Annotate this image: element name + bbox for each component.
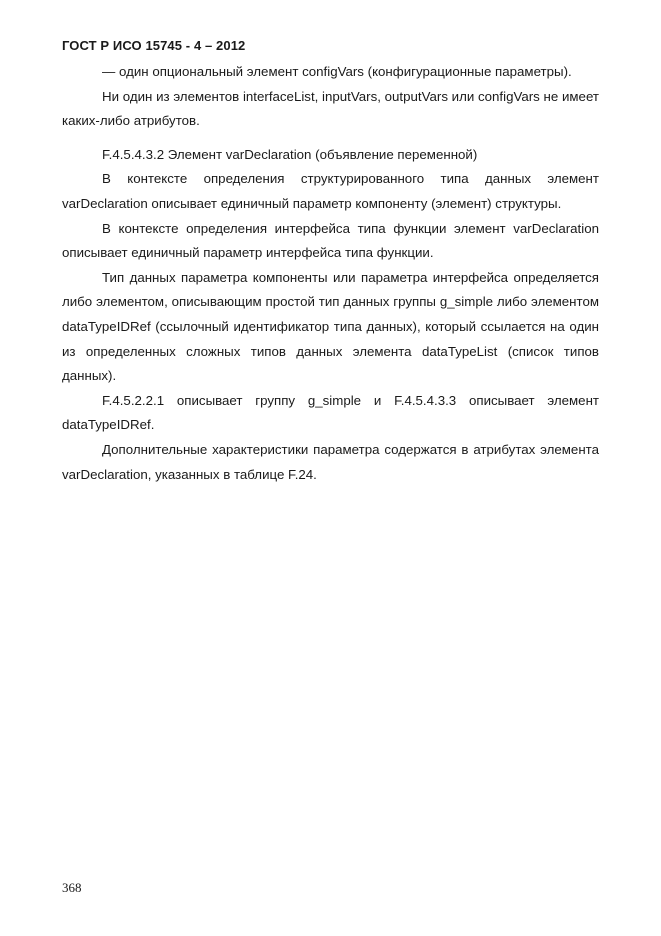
document-body bbox=[62, 60, 599, 487]
paragraph-config-vars: — один опциональный элемент configVars (конфигурационные параметры). bbox=[102, 64, 572, 79]
paragraph-group-reference: F.4.5.2.2.1 описывает группу g_simple и F.4.5.4.3.3 описывает элемент dataTypeIDRef. bbox=[62, 392, 599, 433]
paragraph-structured-type: В контексте определения структурированного типа данных элемент varDeclaration описывает единичный параметр компоненту (элемент) структуры. bbox=[62, 171, 599, 211]
paragraph-function-interface: В контексте определения интерфейса типа функции элемент varDeclaration описывает единичный параметр интерфейса типа функции. bbox=[62, 220, 599, 261]
section-heading: F.4.5.4.3.2 Элемент varDeclaration (объявление переменной) bbox=[102, 146, 478, 162]
paragraph-data-type: Тип данных параметра компоненты или параметра интерфейса определяется либо элементом, описывающим простой тип данных группы g_simple либо элементом dataTypeIDRef (ссылочный идентификатор типа данных), который ссылается на один из определенных сложных типов данных элемента dataTypeList (список типов данных). bbox=[62, 269, 599, 384]
document-header: ГОСТ Р ИСО 15745 - 4 – 2012 bbox=[62, 38, 246, 53]
paragraph-attributes: Дополнительные характеристики параметра содержатся в атрибутах элемента varDeclaration, указанных в таблице F.24. bbox=[62, 441, 599, 482]
page-number: 368 bbox=[62, 880, 82, 895]
paragraph-no-attributes: Ни один из элементов interfaceList, inputVars, outputVars или configVars не имеет каких-либо атрибутов. bbox=[62, 88, 599, 129]
